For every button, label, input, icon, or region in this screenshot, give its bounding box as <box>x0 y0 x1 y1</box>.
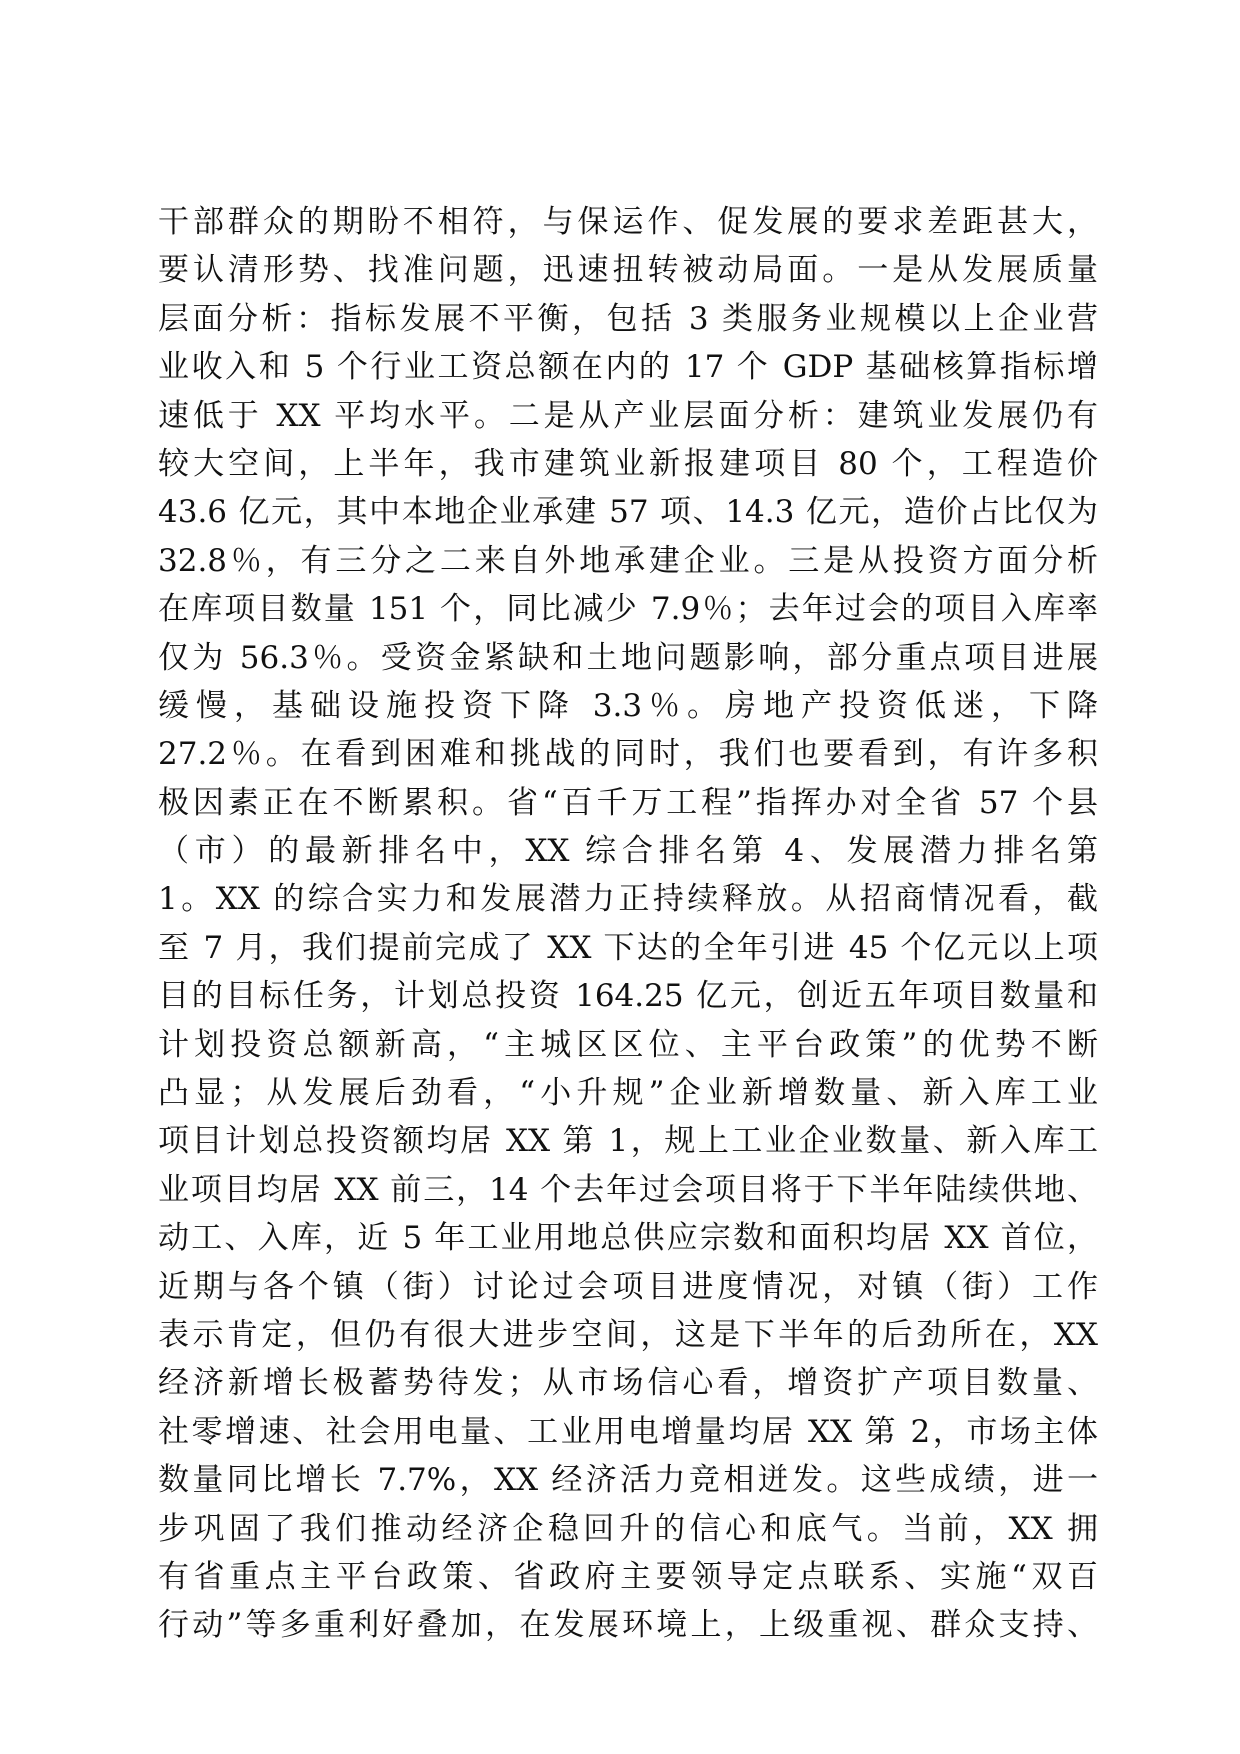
text-line: 至 7 月，我们提前完成了 XX 下达的全年引进 45 个亿元以上项 <box>158 929 1098 966</box>
text-line: 层面分析：指标发展不平衡，包括 3 类服务业规模以上企业营 <box>158 300 1098 337</box>
text-line: 业项目均居 XX 前三，14 个去年过会项目将于下半年陆续供地、 <box>158 1171 1098 1208</box>
text-line: 速低于 XX 平均水平。二是从产业层面分析：建筑业发展仍有 <box>158 397 1098 434</box>
text-line: 27.2％。在看到困难和挑战的同时，我们也要看到，有许多积 <box>158 736 1098 773</box>
text-line: 项目计划总投资额均居 XX 第 1，规上工业企业数量、新入库工 <box>158 1123 1098 1160</box>
body-paragraph <box>158 198 1098 1650</box>
text-line: 计划投资总额新高，“主城区区位、主平台政策”的优势不断 <box>158 1026 1098 1063</box>
text-line: 凸显；从发展后劲看，“小升规”企业新增数量、新入库工业 <box>158 1075 1098 1112</box>
text-line: 目的目标任务，计划总投资 164.25 亿元，创近五年项目数量和 <box>158 978 1098 1015</box>
text-line: 32.8％，有三分之二来自外地承建企业。三是从投资方面分析 <box>158 542 1098 579</box>
text-line: 1。XX 的综合实力和发展潜力正持续释放。从招商情况看，截 <box>158 881 1098 918</box>
text-line: 较大空间，上半年，我市建筑业新报建项目 80 个，工程造价 <box>158 445 1098 482</box>
text-line: 要认清形势、找准问题，迅速扭转被动局面。一是从发展质量 <box>158 252 1098 289</box>
text-line: 经济新增长极蓄势待发；从市场信心看，增资扩产项目数量、 <box>158 1365 1098 1402</box>
text-line: 动工、入库，近 5 年工业用地总供应宗数和面积均居 XX 首位， <box>158 1220 1098 1257</box>
text-line: 在库项目数量 151 个，同比减少 7.9％；去年过会的项目入库率 <box>158 591 1098 628</box>
text-line: 行动”等多重利好叠加，在发展环境上，上级重视、群众支持、 <box>158 1607 1098 1644</box>
text-line: 仅为 56.3％。受资金紧缺和土地问题影响，部分重点项目进展 <box>158 639 1098 676</box>
text-line: 43.6 亿元，其中本地企业承建 57 项、14.3 亿元，造价占比仅为 <box>158 494 1098 531</box>
text-line: 近期与各个镇（街）讨论过会项目进度情况，对镇（街）工作 <box>158 1268 1098 1305</box>
text-line: 极因素正在不断累积。省“百千万工程”指挥办对全省 57 个县 <box>158 784 1098 821</box>
text-line: 步巩固了我们推动经济企稳回升的信心和底气。当前，XX 拥 <box>158 1510 1098 1547</box>
text-line: （市）的最新排名中，XX 综合排名第 4、发展潜力排名第 <box>158 833 1098 870</box>
text-line: 干部群众的期盼不相符，与保运作、促发展的要求差距甚大， <box>158 204 1098 240</box>
text-line: 有省重点主平台政策、省政府主要领导定点联系、实施“双百 <box>158 1558 1098 1595</box>
text-line: 数量同比增长 7.7%，XX 经济活力竞相迸发。这些成绩，进一 <box>158 1462 1098 1499</box>
text-line: 缓慢，基础设施投资下降 3.3％。房地产投资低迷，下降 <box>158 687 1098 724</box>
text-line: 社零增速、社会用电量、工业用电增量均居 XX 第 2，市场主体 <box>158 1413 1098 1450</box>
text-line: 业收入和 5 个行业工资总额在内的 17 个 GDP 基础核算指标增 <box>158 349 1098 386</box>
text-line: 表示肯定，但仍有很大进步空间，这是下半年的后劲所在，XX <box>158 1316 1098 1353</box>
